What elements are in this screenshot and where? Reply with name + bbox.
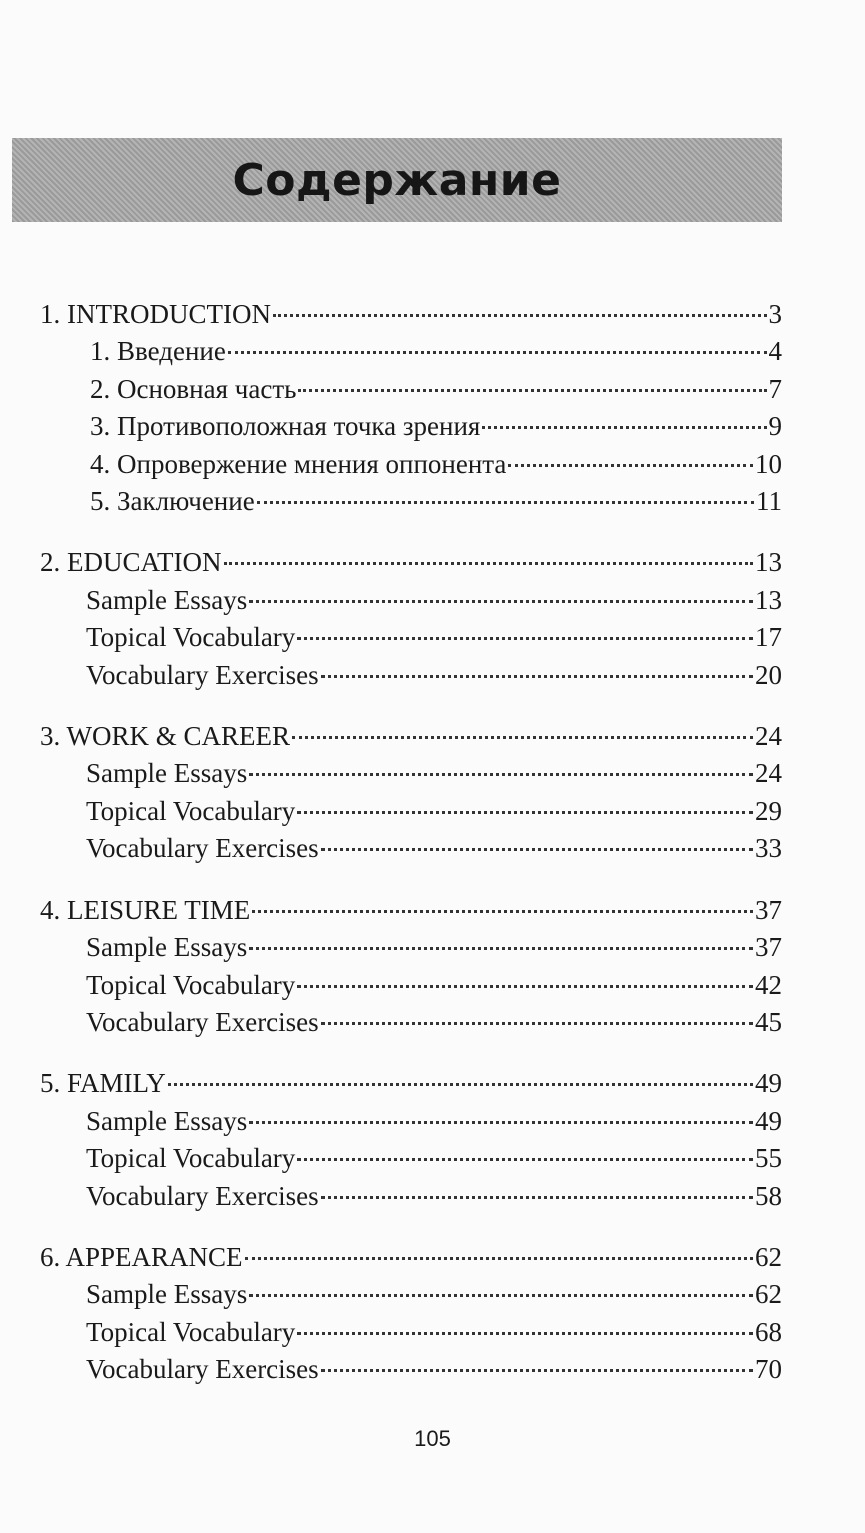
toc-entry-label: 3. Противоположная точка зрения: [90, 411, 481, 442]
toc-subentry: [40, 1276, 782, 1313]
toc-entry-page: 45: [755, 1006, 782, 1037]
toc-subentry: [40, 793, 782, 830]
dot-leader: [228, 351, 767, 354]
dot-leader: [321, 1022, 753, 1025]
toc-subentry: [40, 333, 782, 370]
toc-section-heading: [40, 544, 782, 581]
toc-entry-label: Vocabulary Exercises: [86, 833, 319, 864]
toc-entry-page: 4: [768, 336, 782, 367]
toc-subentry: [40, 408, 782, 445]
toc-entry-label: Vocabulary Exercises: [86, 1354, 319, 1385]
dot-leader: [245, 1257, 753, 1260]
toc-entry-page: 13: [755, 584, 782, 615]
page-title: Содержание: [232, 154, 562, 206]
toc-entry-label: 5. FAMILY: [40, 1068, 166, 1099]
toc-subentry: [40, 1314, 782, 1351]
toc-section-heading: [40, 718, 782, 755]
toc-entry-label: 5. Заключение: [90, 486, 255, 517]
toc-entry-label: Sample Essays: [86, 1105, 248, 1136]
toc-entry-label: 1. Введение: [90, 336, 226, 367]
toc-section: [40, 296, 782, 520]
toc-entry-label: 3. WORK & CAREER: [40, 721, 291, 752]
toc-section-heading: [40, 892, 782, 929]
toc-entry-page: 62: [755, 1241, 782, 1272]
dot-leader: [297, 985, 753, 988]
dot-leader: [297, 637, 753, 640]
toc-section-heading: [40, 1239, 782, 1276]
toc-subentry: [40, 582, 782, 619]
toc-subentry: [40, 1178, 782, 1215]
toc-section-heading: [40, 296, 782, 333]
dot-leader: [249, 1294, 753, 1297]
toc-entry-label: Sample Essays: [86, 932, 248, 963]
toc-entry-page: 24: [755, 758, 782, 789]
dot-leader: [297, 1158, 753, 1161]
toc-entry-page: 3: [768, 299, 782, 329]
toc-entry-label: Vocabulary Exercises: [86, 1180, 319, 1211]
toc-entry-page: 55: [755, 1143, 782, 1174]
toc-entry-page: 29: [755, 795, 782, 826]
toc-subentry: [40, 755, 782, 792]
toc-entry-label: 4. LEISURE TIME: [40, 894, 251, 925]
toc-entry-label: Topical Vocabulary: [86, 1316, 296, 1347]
toc-entry-page: 9: [768, 411, 782, 442]
toc-section: [40, 718, 782, 868]
toc-entry-label: Sample Essays: [86, 758, 248, 789]
toc-entry-page: 10: [755, 448, 782, 479]
dot-leader: [321, 675, 753, 678]
toc-entry-label: Topical Vocabulary: [86, 969, 296, 1000]
toc-subentry: [40, 830, 782, 867]
toc-entry-page: 24: [755, 721, 782, 752]
toc-entry-page: 13: [755, 547, 782, 578]
toc-entry-label: Topical Vocabulary: [86, 1143, 296, 1174]
toc-section: [40, 1239, 782, 1389]
dot-leader: [292, 736, 753, 739]
dot-leader: [224, 562, 754, 565]
toc-entry-label: Vocabulary Exercises: [86, 1006, 319, 1037]
toc-subentry: [40, 1103, 782, 1140]
toc-entry-label: 6. APPEARANCE: [40, 1241, 243, 1272]
toc-subentry: [40, 446, 782, 483]
toc-entry-page: 37: [755, 894, 782, 925]
toc-section: [40, 544, 782, 694]
toc-entry-page: 20: [755, 659, 782, 690]
dot-leader: [257, 501, 754, 504]
toc-entry-page: 70: [755, 1354, 782, 1385]
dot-leader: [273, 314, 767, 317]
toc-entry-label: 1. INTRODUCTION: [40, 299, 271, 329]
toc-subentry: [40, 619, 782, 656]
dot-leader: [297, 1332, 753, 1335]
dot-leader: [252, 910, 753, 913]
toc-subentry: [40, 483, 782, 520]
toc-entry-page: 11: [756, 486, 782, 517]
toc-entry-page: 37: [755, 932, 782, 963]
dot-leader: [482, 426, 766, 429]
toc-subentry: [40, 967, 782, 1004]
toc-subentry: [40, 657, 782, 694]
toc-section: [40, 1065, 782, 1215]
toc-entry-page: 58: [755, 1180, 782, 1211]
toc-entry-page: 17: [755, 622, 782, 653]
dot-leader: [321, 1196, 753, 1199]
dot-leader: [168, 1083, 753, 1086]
dot-leader: [297, 811, 753, 814]
toc-entry-label: Vocabulary Exercises: [86, 659, 319, 690]
toc-entry-page: 49: [755, 1105, 782, 1136]
page-number: 105: [414, 1426, 451, 1451]
title-band: [12, 138, 782, 222]
toc-entry-label: Sample Essays: [86, 584, 248, 615]
toc-entry-page: 33: [755, 833, 782, 864]
dot-leader: [249, 600, 753, 603]
toc-subentry: [40, 1351, 782, 1388]
dot-leader: [321, 848, 753, 851]
table-of-contents: [40, 296, 782, 1413]
toc-subentry: [40, 371, 782, 408]
toc-section-heading: [40, 1065, 782, 1102]
toc-entry-page: 42: [755, 969, 782, 1000]
toc-subentry: [40, 1140, 782, 1177]
toc-entry-page: 7: [768, 373, 782, 404]
toc-entry-label: 2. EDUCATION: [40, 547, 222, 578]
toc-entry-label: 4. Опровержение мнения оппонента: [90, 448, 507, 479]
dot-leader: [249, 1121, 753, 1124]
toc-section: [40, 892, 782, 1042]
dot-leader: [508, 464, 753, 467]
toc-entry-page: 62: [755, 1279, 782, 1310]
dot-leader: [298, 389, 766, 392]
toc-entry-page: 49: [755, 1068, 782, 1099]
toc-entry-label: Sample Essays: [86, 1279, 248, 1310]
toc-entry-label: Topical Vocabulary: [86, 622, 296, 653]
toc-entry-label: 2. Основная часть: [90, 373, 297, 404]
dot-leader: [249, 773, 753, 776]
toc-subentry: [40, 1004, 782, 1041]
toc-entry-page: 68: [755, 1316, 782, 1347]
toc-subentry: [40, 929, 782, 966]
dot-leader: [249, 947, 753, 950]
dot-leader: [321, 1369, 753, 1372]
toc-entry-label: Topical Vocabulary: [86, 795, 296, 826]
